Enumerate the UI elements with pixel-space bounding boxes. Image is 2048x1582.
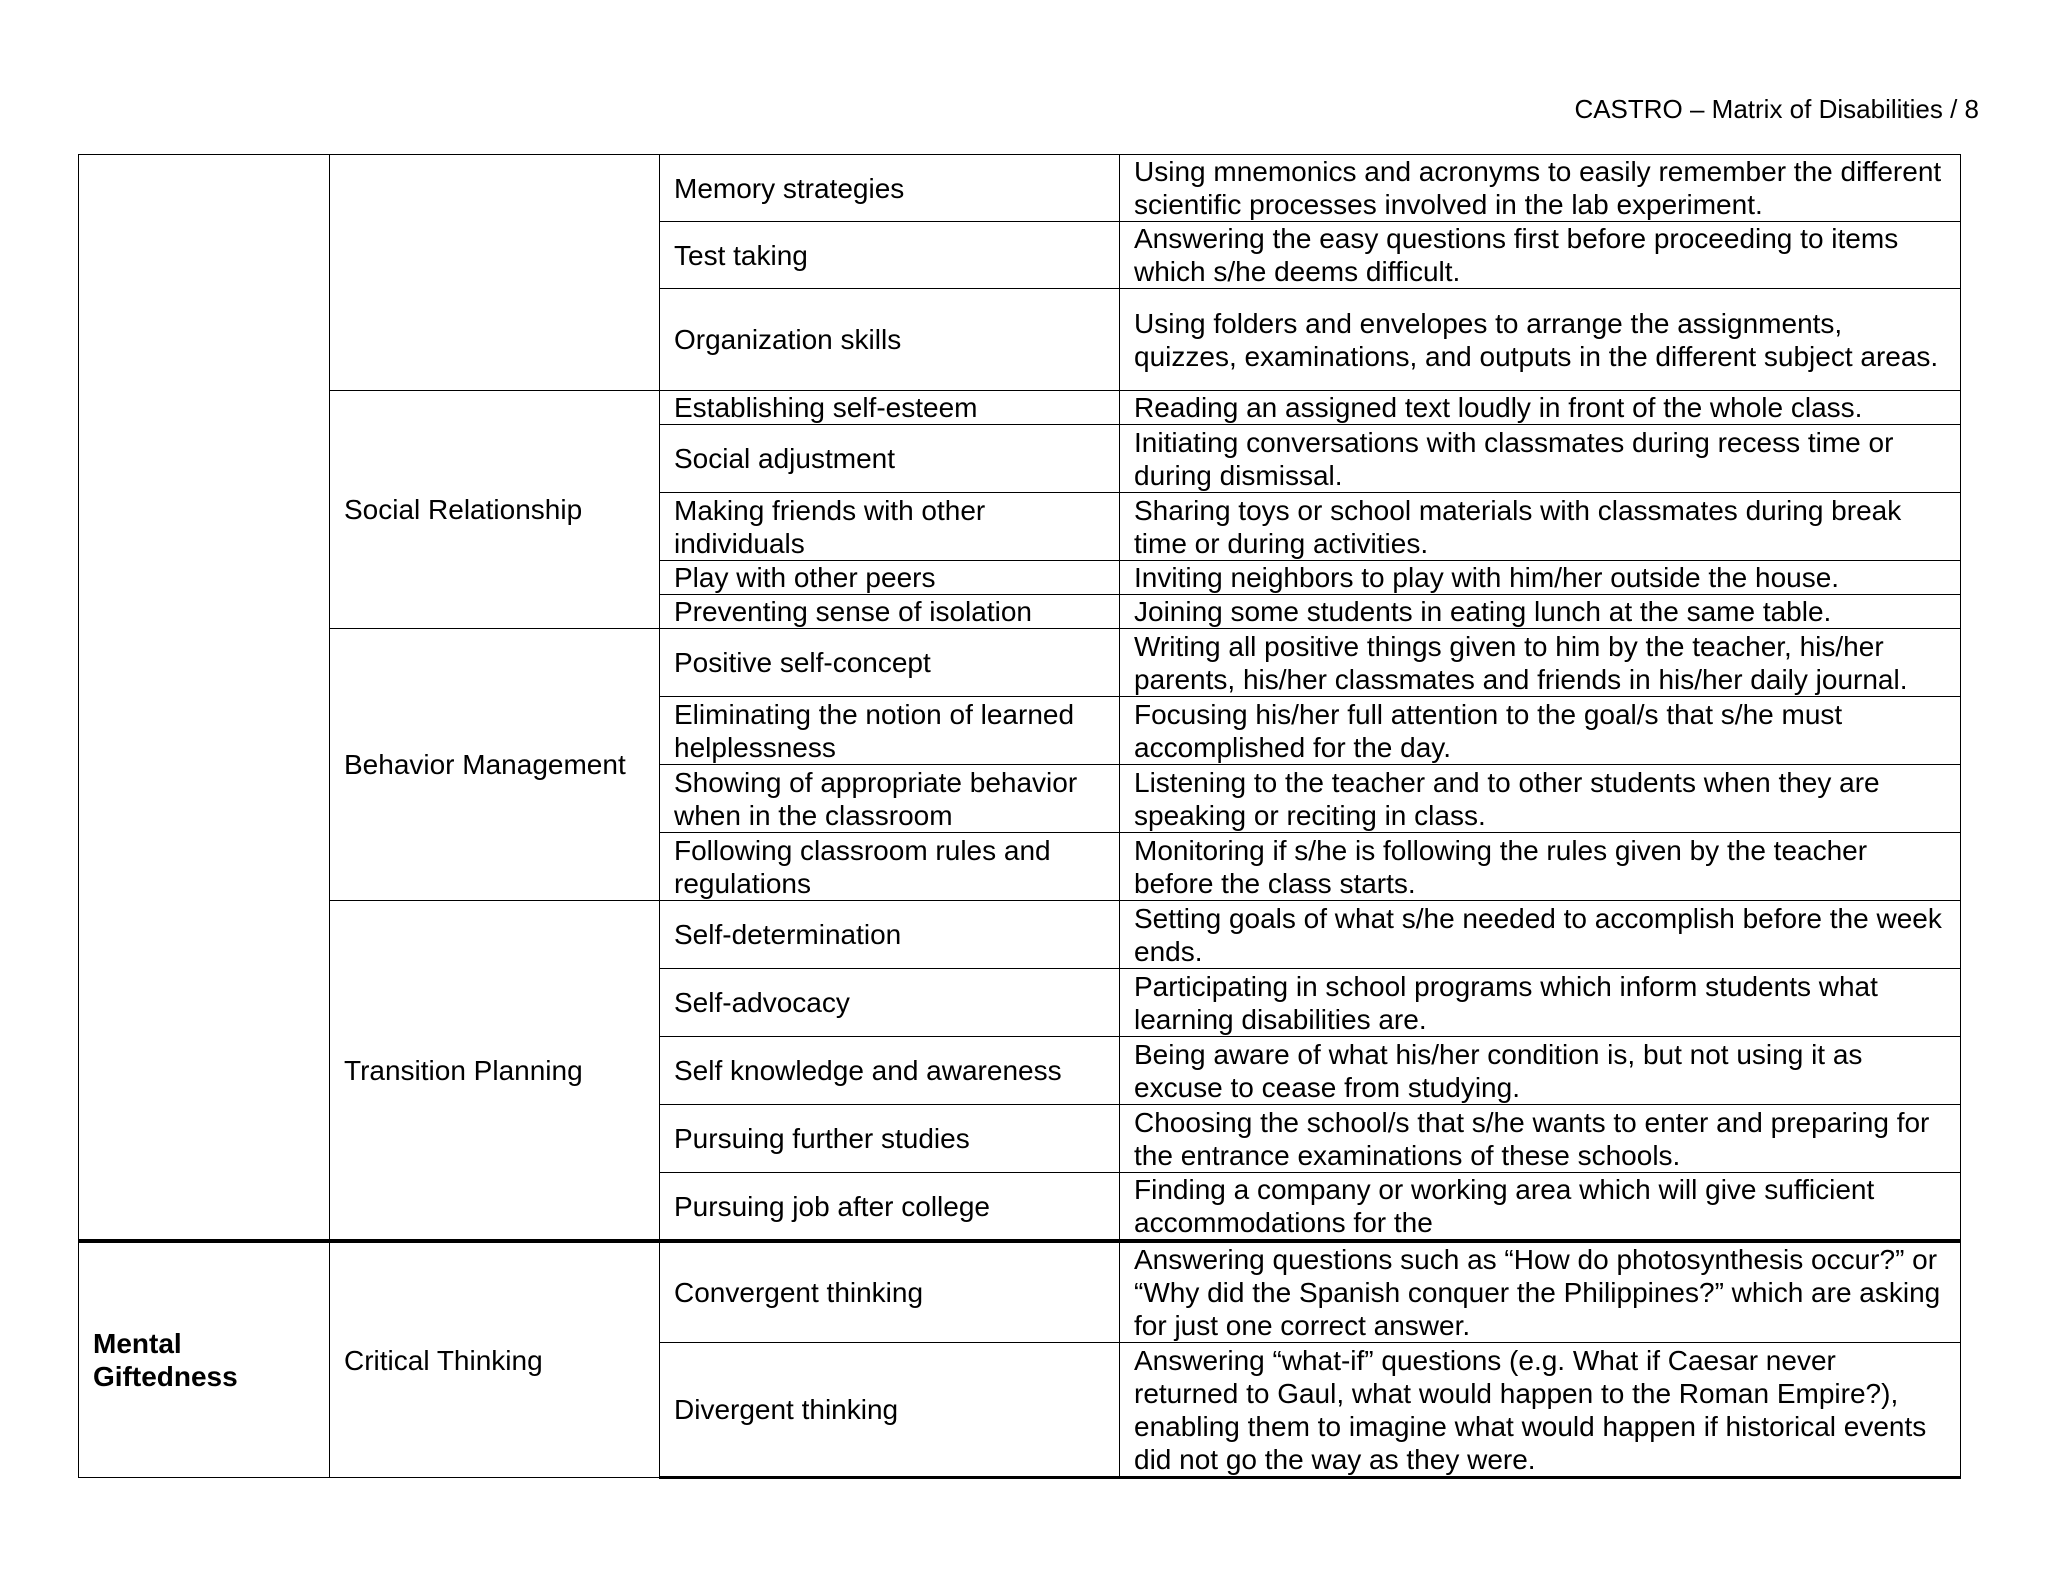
example-cell: Finding a company or working area which will give sufficient accommodations for the bbox=[1120, 1173, 1961, 1242]
example-cell: Answering questions such as “How do photosynthesis occur?” or “Why did the Spanish conquer the Philippines?” which are asking for just one correct answer. bbox=[1120, 1241, 1961, 1343]
table-row bbox=[79, 155, 1961, 222]
skill-cell: Convergent thinking bbox=[660, 1241, 1120, 1343]
domain-cell: Critical Thinking bbox=[330, 1241, 660, 1478]
example-cell: Using mnemonics and acronyms to easily remember the different scientific processes involved in the lab experiment. bbox=[1120, 155, 1961, 222]
skill-cell: Divergent thinking bbox=[660, 1343, 1120, 1478]
disability-cell bbox=[79, 155, 330, 1242]
example-cell: Choosing the school/s that s/he wants to enter and preparing for the entrance examinations of these schools. bbox=[1120, 1105, 1961, 1173]
skill-cell: Self knowledge and awareness bbox=[660, 1037, 1120, 1105]
example-cell: Monitoring if s/he is following the rules given by the teacher before the class starts. bbox=[1120, 833, 1961, 901]
skill-cell: Test taking bbox=[660, 222, 1120, 289]
example-cell: Answering “what-if” questions (e.g. What if Caesar never returned to Gaul, what would happen to the Roman Empire?), enabling them to imagine what would happen if historical events did not go the way as they were. bbox=[1120, 1343, 1961, 1478]
example-cell: Initiating conversations with classmates during recess time or during dismissal. bbox=[1120, 425, 1961, 493]
disability-cell: Mental Giftedness bbox=[79, 1241, 330, 1478]
skill-cell: Organization skills bbox=[660, 289, 1120, 391]
example-cell: Sharing toys or school materials with classmates during break time or during activities. bbox=[1120, 493, 1961, 561]
example-cell: Using folders and envelopes to arrange the assignments, quizzes, examinations, and outputs in the different subject areas. bbox=[1120, 289, 1961, 391]
example-cell: Joining some students in eating lunch at the same table. bbox=[1120, 595, 1961, 629]
example-cell: Listening to the teacher and to other students when they are speaking or reciting in class. bbox=[1120, 765, 1961, 833]
skill-cell: Preventing sense of isolation bbox=[660, 595, 1120, 629]
running-head: CASTRO – Matrix of Disabilities / 8 bbox=[1574, 94, 1979, 124]
example-cell: Focusing his/her full attention to the goal/s that s/he must accomplished for the day. bbox=[1120, 697, 1961, 765]
skill-cell: Pursuing job after college bbox=[660, 1173, 1120, 1242]
domain-cell: Transition Planning bbox=[330, 901, 660, 1242]
skill-cell: Self-determination bbox=[660, 901, 1120, 969]
example-cell: Participating in school programs which inform students what learning disabilities are. bbox=[1120, 969, 1961, 1037]
table-row bbox=[79, 1241, 1961, 1343]
domain-cell: Behavior Management bbox=[330, 629, 660, 901]
table-row bbox=[79, 901, 1961, 969]
skill-cell: Making friends with other individuals bbox=[660, 493, 1120, 561]
skill-cell: Eliminating the notion of learned helplessness bbox=[660, 697, 1120, 765]
domain-cell bbox=[330, 155, 660, 391]
example-cell: Writing all positive things given to him by the teacher, his/her parents, his/her classmates and friends in his/her daily journal. bbox=[1120, 629, 1961, 697]
skill-cell: Establishing self-esteem bbox=[660, 391, 1120, 425]
skill-cell: Self-advocacy bbox=[660, 969, 1120, 1037]
example-cell: Being aware of what his/her condition is, but not using it as excuse to cease from studying. bbox=[1120, 1037, 1961, 1105]
example-cell: Reading an assigned text loudly in front of the whole class. bbox=[1120, 391, 1961, 425]
example-cell: Inviting neighbors to play with him/her outside the house. bbox=[1120, 561, 1961, 595]
table-row bbox=[79, 629, 1961, 697]
skill-cell: Memory strategies bbox=[660, 155, 1120, 222]
skill-cell: Following classroom rules and regulations bbox=[660, 833, 1120, 901]
table-row bbox=[79, 391, 1961, 425]
disability-matrix-table bbox=[78, 154, 1961, 1479]
skill-cell: Positive self-concept bbox=[660, 629, 1120, 697]
skill-cell: Social adjustment bbox=[660, 425, 1120, 493]
skill-cell: Pursuing further studies bbox=[660, 1105, 1120, 1173]
skill-cell: Play with other peers bbox=[660, 561, 1120, 595]
domain-cell: Social Relationship bbox=[330, 391, 660, 629]
skill-cell: Showing of appropriate behavior when in the classroom bbox=[660, 765, 1120, 833]
example-cell: Setting goals of what s/he needed to accomplish before the week ends. bbox=[1120, 901, 1961, 969]
example-cell: Answering the easy questions first before proceeding to items which s/he deems difficult. bbox=[1120, 222, 1961, 289]
